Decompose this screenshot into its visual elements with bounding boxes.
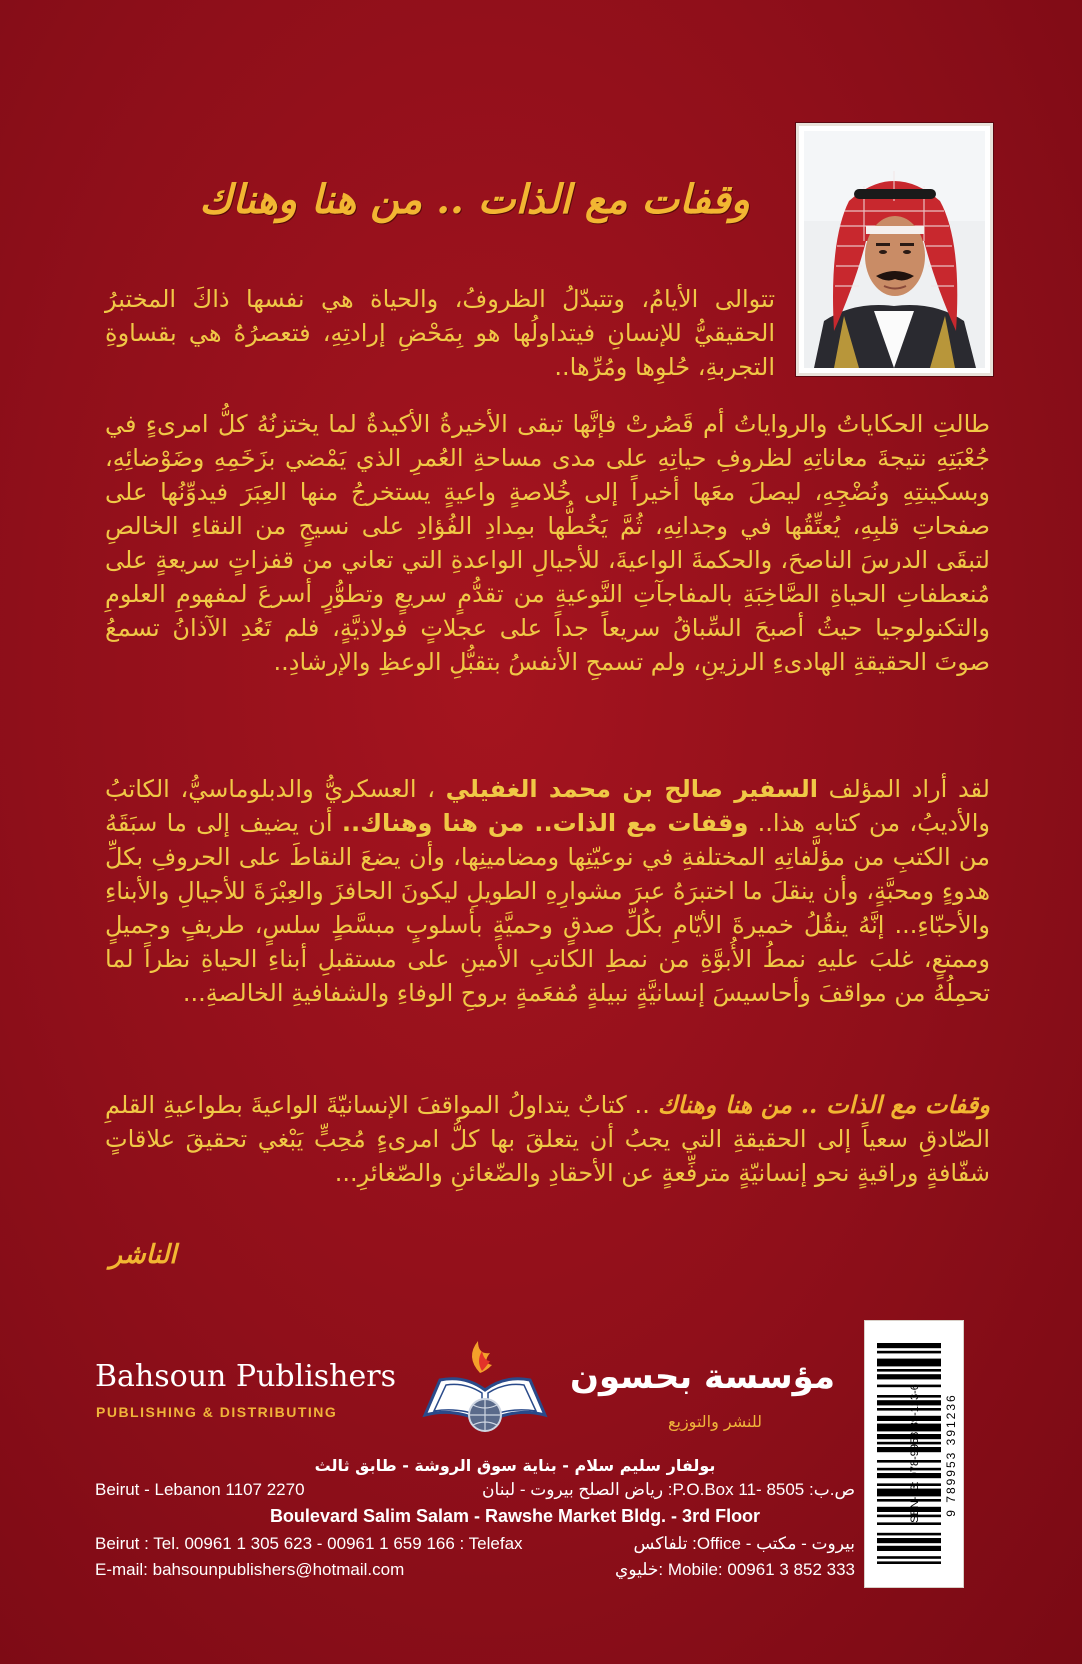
address-row-contact xyxy=(95,1558,855,1582)
author-name: السفير صالح بن محمد الغفيلي xyxy=(445,775,818,803)
paragraph-intro: تتوالى الأيامُ، وتتبدّلُ الظروفُ، والحياة هي نفسها ذاكَ المختبرُ الحقيقيُّ للإنسانِ فيتداولُها هو بِمَحْضِ إرادتِهِ، فتعصرُهُ هي بقساوةِ التجربةِ، حُلوِها ومُرِّها.. xyxy=(105,285,775,381)
publisher-logo-icon xyxy=(420,1335,550,1435)
paragraph-author-part-b: ، العسكريُّ والدبلوماسيُّ، الكاتبُ والأديبُ، من كتابه هذا.. xyxy=(105,775,991,837)
paragraph-stories: طالتِ الحكاياتُ والرواياتُ أم قَصُرتْ فإنَّها تبقى الأخيرةُ الأكيدةُ لما يختزنُهُ كلُّ امرىءٍ في جُعْبَتِهِ نتيجةَ معاناتِهِ لظروفِ حياتِهِ على مدى مساحةِ العُمرِ الذي يَمْضي بزَخَمِهِ وضَوْضائِهِ، وبسكينتِهِ ونُضْجِهِ، ليصلَ معَها أخيراً إلى خُلاصةٍ واعيةٍ يستخرجُ منها العِبَرَ فيدوِّنُها على صفحاتِ قلبِهِ، يُعتِّقُها في وجدانِهِ، ثُمَّ يَخُطُّها بمِدادِ الفُؤادِ على نسيجٍ من النقاءِ الخالصِ لتبقَى الدرسَ الناصحَ، والحكمةَ الواعيةَ، للأجيالِ الواعدةِ التي تعاني من قفزاتٍ سريعةٍ على مُنعطفاتِ الحياةِ الصَّاخِبَةِ بالمفاجآتِ النَّوعيةِ من تقدُّمٍ سريعٍ وتطوُّرٍ أسرعَ لمفهومِ العلومِ والتكنولوجيا حيثُ أصبحَ السِّباقُ سريعاً جداً على عجلاتٍ فولاذيَّةٍ، فلم تَعُدِ الآذانُ تسمعُ صوتَ الحقيقةِ الهادىءِ الرزينِ، ولم تسمحِ الأنفسُ بتقبُّلِ الوعظِ والإرشادِ.. xyxy=(105,410,990,676)
isbn-label: ISBN-13: 978-9953-39-123-6 xyxy=(909,1384,921,1526)
address-row-pobox xyxy=(95,1478,855,1502)
phone-numbers: Beirut : Tel. 00961 1 305 623 - 00961 1 659 166 : Telefax xyxy=(95,1534,523,1553)
closing-book-title: وقفات مع الذات .. من هنا وهناك xyxy=(657,1090,990,1119)
author-portrait-image xyxy=(804,131,985,368)
book-title-inline: وقفات مع الذات.. من هنا وهناك.. xyxy=(341,809,749,837)
paragraph-author xyxy=(105,772,990,1010)
publisher-name-en: Bahsoun Publishers xyxy=(95,1359,396,1394)
address-row-phone xyxy=(95,1532,855,1556)
closing-text: .. كتابٌ يتداولُ المواقفَ الإنسانيّةَ الواعيةَ بطواعيةِ القلمِ الصّادقِ سعياً إلى الحقيقةِ التي يجبُ أن يتعلقَ بها كلُّ امرىءٍ مُحِبٍّ يَبْغي تحقيقَ علاقاتٍ شفّافةٍ وراقيةٍ نحو إنسانيّةٍ مترفِّعةٍ عن الأحقادِ والضّغائنِ والصّغائرِ... xyxy=(105,1091,990,1187)
paragraph-author-part-a: لقد أراد المؤلف xyxy=(817,775,990,803)
address-line-english: Boulevard Salim Salam - Rawshe Market Bldg. - 3rd Floor xyxy=(269,1506,761,1526)
email-address: E-mail: bahsounpublishers@hotmail.com xyxy=(95,1560,405,1579)
publisher-subtitle-ar: للنشر والتوزيع xyxy=(667,1412,763,1431)
address-city-en: Beirut - Lebanon 1107 2270 xyxy=(95,1480,305,1499)
address-line-arabic: بولفار سليم سلام - بناية سوق الروشة - طابق ثالث xyxy=(314,1456,716,1475)
publisher-name-ar: مؤسسة بحسون xyxy=(569,1357,835,1397)
publisher-signature: الناشر xyxy=(109,1240,177,1270)
address-pobox: ص.ب: 8505 -11 P.O.Box: رياض الصلح بيروت - لبنان xyxy=(482,1480,855,1499)
paragraph-author-part-c: أن يضيف إلى ما سبَقَهُ من الكتبِ من مؤلَّفاتِهِ المختلفةِ في نوعيّتِها ومضامينِها، وأن يضعَ النقاطَ على الحروفِ بكلِّ هدوءٍ ومحبَّةٍ، وأن ينقلَ ما اختبرَهُ عبرَ مشوارِهِ الطويلِ ليكونَ الحافزَ والعِبْرَةَ للأجيالِ والأبناءِ والأحبّاءِ... إنَّهُ ينقُلُ خميرةَ الأيّامِ بكُلِّ صدقٍ وحميَّةٍ بأسلوبٍ مبسَّطٍ سلسٍ، طريفٍ وجميلٍ وممتعٍ، غلبَ عليهِ نمطُ الأُبوَّةِ من نمطِ الكاتبِ الأمينِ على مستقبلِ أبناءِ الحياةِ نظراً لما تحمِلُهُ من مواقفَ وأحاسيسَ إنسانيَّةٍ نبيلةٍ مُفعَمةٍ بروحِ الوفاءِ والشفافيةِ الخالصةِ... xyxy=(105,809,990,1007)
office-label: بيروت - مكتب - Office: تلفاكس xyxy=(633,1534,855,1553)
book-title: وقفات مع الذات .. من هنا وهناك xyxy=(199,176,750,223)
isbn-barcode xyxy=(864,1320,964,1588)
isbn-digits: 9 789953 391236 xyxy=(944,1393,958,1517)
paragraph-closing xyxy=(105,1088,990,1190)
mobile-number: Mobile: 00961 3 852 333 :خليوي xyxy=(615,1560,855,1579)
author-photo xyxy=(796,123,993,376)
publisher-subtitle-en: PUBLISHING & DISTRIBUTING xyxy=(96,1404,338,1420)
